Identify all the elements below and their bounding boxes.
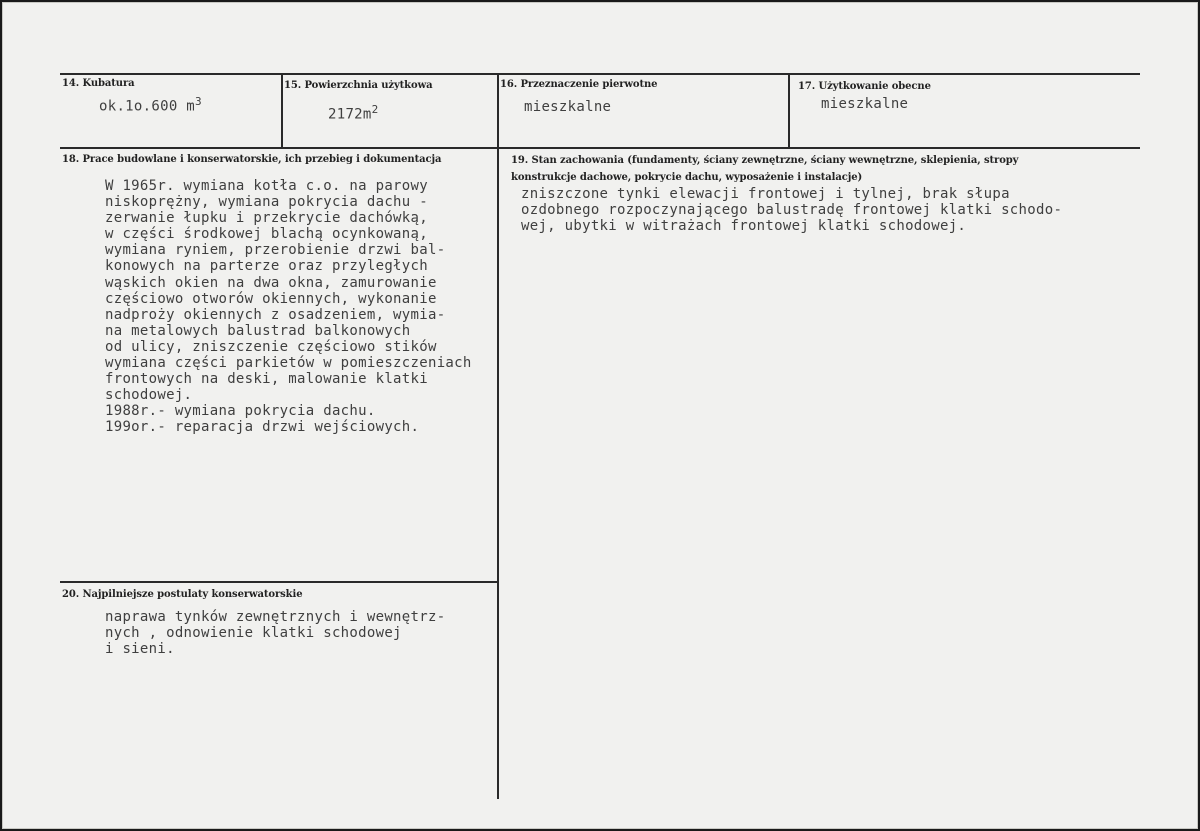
field18-line: konowych na parterze oraz przyległych [105, 258, 428, 275]
upper-section-rule [60, 147, 1140, 149]
field20-label: 20. Najpilniejsze postulaty konserwatorskie [62, 589, 303, 600]
field14-unit-exponent: 3 [195, 95, 202, 108]
field15-value [328, 103, 379, 123]
top-rule [60, 73, 1140, 75]
field19-label-line2: konstrukcje dachowe, pokrycie dachu, wyposażenie i instalacje) [511, 172, 863, 183]
field19-line: ozdobnego rozpoczynającego balustradę frontowej klatki schodo- [521, 202, 1063, 219]
field19-text [521, 186, 1062, 234]
main-vertical-divider [497, 147, 499, 799]
field20-text [105, 609, 445, 657]
field18-line: od ulicy, zniszczenie częściowo stików [105, 338, 437, 355]
field19-label-line1: 19. Stan zachowania (fundamenty, ściany zewnętrzne, ściany wewnętrzne, sklepienia, stropy [511, 155, 1019, 166]
divider-14-15 [281, 73, 283, 147]
field18-line: W 1965r. wymiana kotła c.o. na parowy [105, 178, 428, 194]
field15-unit-exponent: 2 [371, 103, 379, 116]
field19-line: wej, ubytki w witrażach frontowej klatki schodowej. [521, 218, 967, 235]
field18-line: zerwanie łupku i przekrycie dachówką, [105, 210, 428, 227]
field14-value-text: ok.1o.600 m [99, 98, 196, 115]
divider-16-17 [788, 73, 790, 147]
field18-line: frontowych na deski, malowanie klatki [105, 371, 428, 388]
field14-label: 14. Kubatura [62, 78, 135, 89]
field19-line: zniszczone tynki elewacji frontowej i tylnej, brak słupa [521, 186, 1010, 202]
divider-15-16 [497, 73, 499, 147]
field18-line: 199or.- reparacja drzwi wejściowych. [105, 419, 420, 436]
field18-line: wąskich okien na dwa okna, zamurowanie [105, 274, 437, 291]
field16-label: 16. Przeznaczenie pierwotne [500, 79, 658, 90]
field18-line: w części środkowej blachą ocynkowaną, [105, 226, 428, 243]
field15-value-text: 2172m [328, 106, 372, 123]
field16-value: mieszkalne [524, 99, 612, 115]
field15-label: 15. Powierzchnia użytkowa [284, 80, 433, 91]
field18-label: 18. Prace budowlane i konserwatorskie, ich przebieg i dokumentacja [62, 154, 442, 165]
field18-text [105, 178, 472, 436]
field18-line: schodowej. [105, 387, 193, 404]
field17-label: 17. Użytkowanie obecne [798, 81, 931, 92]
field18-line: 1988r.- wymiana pokrycia dachu. [105, 403, 376, 420]
record-card [2, 2, 1198, 829]
field20-line: naprawa tynków zewnętrznych i wewnętrz- [105, 609, 446, 625]
field18-line: na metalowych balustrad balkonowych [105, 322, 411, 339]
field20-line: i sieni. [105, 641, 175, 658]
field14-value [99, 95, 202, 115]
field18-line: niskoprężny, wymiana pokrycia dachu - [105, 194, 428, 211]
field18-line: wymiana części parkietów w pomieszczeniach [105, 355, 472, 372]
field20-rule [60, 581, 497, 583]
field18-line: wymiana ryniem, przerobienie drzwi bal- [105, 242, 446, 259]
field18-line: częściowo otworów okiennych, wykonanie [105, 290, 437, 307]
field17-value: mieszkalne [821, 96, 909, 112]
field18-line: nadproży okiennych z osadzeniem, wymia- [105, 306, 446, 323]
field20-line: nych , odnowienie klatki schodowej [105, 625, 402, 642]
